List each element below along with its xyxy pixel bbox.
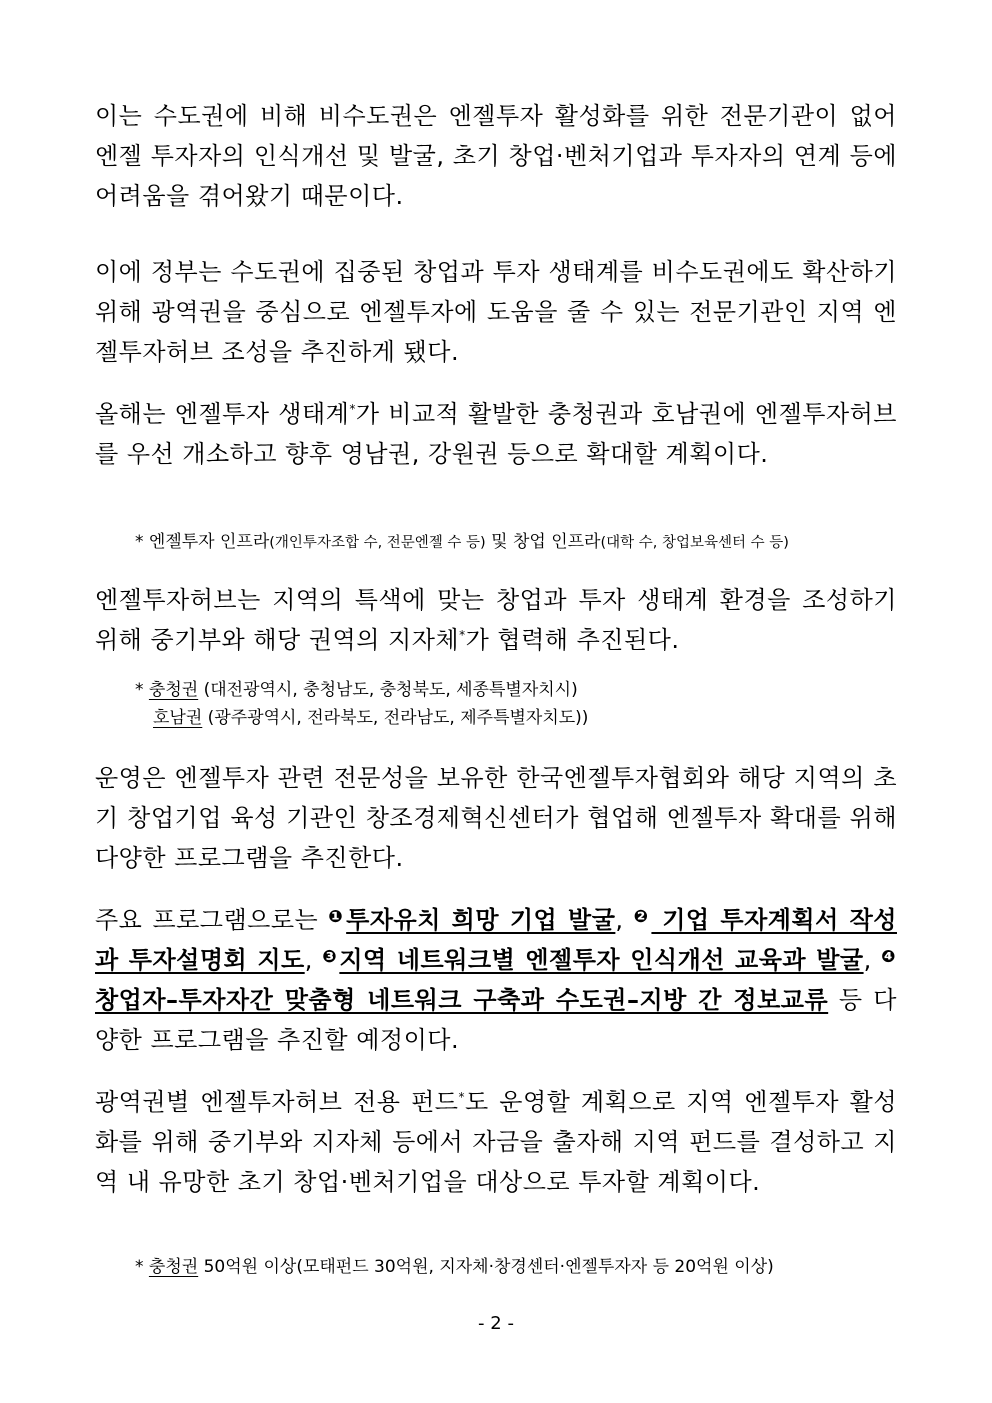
fund-detail: 50억원 이상(모태펀드 30억원, 지자체·창경센터·엔젤투자자 등 20억원 이상) [198,1257,774,1277]
number-marker-4: ❹ [881,947,896,967]
program-2: 기업 투자계획서 작성과 투자설명회 지도 [95,906,897,974]
separator: , [304,946,323,974]
paragraph-4 [95,580,897,660]
paragraph-6-lead: 주요 프로그램으로는 [95,906,329,934]
footnote-infra-sub2: (대학 수, 창업보육센터 수 등) [600,535,789,551]
program-4: 창업자–투자자간 맞춤형 네트워크 구축과 수도권–지방 간 정보교류 [95,986,829,1014]
footnote-fund [135,1253,905,1281]
separator: , [615,906,634,934]
number-marker-1: ❶ [328,907,346,927]
paragraph-4-text-b: 가 협력해 추진된다. [465,626,680,654]
footnote-regions [135,676,905,732]
paragraph-2: 이에 정부는 수도권에 집중된 창업과 투자 생태계를 비수도권에도 확산하기 위해 광역권을 중심으로 엔젤투자에 도움을 줄 수 있는 전문기관인 지역 엔젤투자허브 조성을 추진하게 됐다. [95,258,897,366]
footnote-star: * [135,1257,149,1277]
footnote-marker: * [459,628,466,642]
paragraph-6 [95,900,897,1060]
footnote-infra-lead: * 엔젤투자 인프라 [135,532,270,552]
footnote-region-chungcheong [135,676,905,704]
paragraph-3-text-b: 가 비교적 활발한 충청권과 호남권에 엔젤투자허브를 우선 개소하고 향후 영남권, 강원권 등으로 확대할 계획이다. [95,400,897,468]
program-1: 투자유치 희망 기업 발굴 [346,906,616,934]
footnote-star: * [135,680,149,700]
footnote-infra-sub1: (개인투자조합 수, 전문엔젤 수 등) [269,535,486,551]
paragraph-7 [95,1082,897,1202]
number-marker-3: ❸ [322,947,339,967]
region-name-chungcheong: 충청권 [148,680,199,700]
paragraph-7-text-b: 도 운영할 계획으로 지역 엔젤투자 활성화를 위해 중기부와 지자체 등에서 자금을 출자해 지역 펀드를 결성하고 지역 내 유망한 초기 창업·벤처기업을 대상으로 투자할 계획이다. [95,1088,898,1196]
footnote-infra [135,528,905,557]
region-detail-chungcheong: (대전광역시, 충청남도, 충청북도, 세종특별자치시) [198,680,578,700]
paragraph-1: 이는 수도권에 비해 비수도권은 엔젤투자 활성화를 위한 전문기관이 없어 엔젤 투자자의 인식개선 및 발굴, 초기 창업·벤처기업과 투자자의 연계 등에 어려움을 겪어왔기 때문이다. [95,102,897,210]
page-number: - 2 - [478,1313,514,1334]
footnote-marker: * [458,1090,465,1104]
paragraph-3 [95,394,897,474]
footnote-marker: * [349,402,356,416]
footnote-region-honam [135,704,905,732]
region-detail-honam: (광주광역시, 전라북도, 전라남도, 제주특별자치도)) [202,708,589,728]
separator: , [863,946,882,974]
paragraph-5: 운영은 엔젤투자 관련 전문성을 보유한 한국엔젤투자협회와 해당 지역의 초기 창업기업 육성 기관인 창조경제혁신센터가 협업해 엔젤투자 확대를 위해 다양한 프로그램을 추진한다. [95,764,897,872]
region-name-honam: 호남권 [153,708,203,728]
paragraph-4-text-a: 엔젤투자허브는 지역의 특색에 맞는 창업과 투자 생태계 환경을 조성하기 위해 중기부와 해당 권역의 지자체 [95,586,897,654]
number-marker-2: ❷ [633,907,651,927]
footnote-infra-mid: 및 창업 인프라 [485,532,601,552]
paragraph-3-text-a: 올해는 엔젤투자 생태계 [95,400,350,428]
fund-region-name: 충청권 [148,1257,199,1277]
paragraph-7-text-a: 광역권별 엔젤투자허브 전용 펀드 [95,1088,459,1116]
program-3: 지역 네트워크별 엔젤투자 인식개선 교육과 발굴 [339,946,864,974]
paragraph-6-tail: 등 다양한 프로그램을 추진할 예정이다. [95,986,897,1054]
